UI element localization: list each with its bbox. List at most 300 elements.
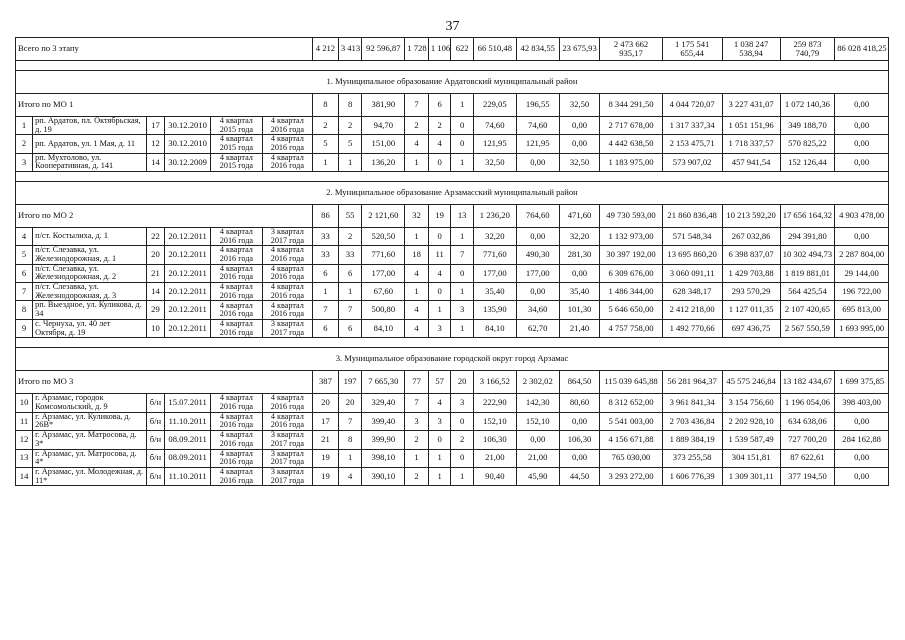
value-cell: 222,90	[473, 394, 516, 412]
value-cell: 6	[338, 319, 362, 337]
municipality-total-cell: 10 213 592,20	[722, 205, 780, 228]
value-cell: 7	[313, 301, 339, 319]
table-row	[16, 412, 889, 430]
value-cell: 628 348,17	[662, 283, 722, 301]
value-cell: 1	[338, 283, 362, 301]
municipality-total-cell: 229,05	[473, 94, 516, 117]
value-cell: 6	[313, 264, 339, 282]
value-cell: 32,20	[473, 228, 516, 246]
document-date: 20.12.2011	[165, 246, 211, 264]
value-cell: 32,50	[559, 153, 600, 171]
value-cell: 490,30	[516, 246, 559, 264]
planned-start: 4 квартал 2016 года	[211, 412, 262, 430]
planned-start: 4 квартал 2016 года	[211, 431, 262, 449]
house-address: п/ст. Слезавка, ул. Железнодорожная, д. 1	[33, 246, 147, 264]
municipality-total-label: Итого по МО 2	[16, 205, 313, 228]
value-cell: 1	[405, 449, 429, 467]
value-cell: 2 717 678,00	[600, 117, 662, 135]
value-cell: 1	[405, 153, 429, 171]
house-address: п/ст. Слезавка, ул. Железнодорожная, д. 3	[33, 283, 147, 301]
value-cell: 373 255,58	[662, 449, 722, 467]
value-cell: 21,00	[473, 449, 516, 467]
value-cell: 570 825,22	[780, 135, 835, 153]
value-cell: 121,95	[516, 135, 559, 153]
house-address: с. Чернуха, ул. 40 лет Октября, д. 19	[33, 319, 147, 337]
municipality-total-cell: 21 860 836,48	[662, 205, 722, 228]
value-cell: 6 309 676,00	[600, 264, 662, 282]
value-cell: 1 196 054,06	[780, 394, 835, 412]
municipality-total-cell: 7 665,30	[362, 371, 405, 394]
value-cell: 6	[338, 264, 362, 282]
value-cell: 2 703 436,84	[662, 412, 722, 430]
value-cell: 0,00	[835, 228, 889, 246]
municipality-total-cell: 864,50	[559, 371, 600, 394]
planned-end: 4 квартал 2016 года	[262, 412, 312, 430]
municipality-total-cell: 1 072 140,36	[780, 94, 835, 117]
value-cell: 0,00	[516, 431, 559, 449]
value-cell: 7	[405, 394, 429, 412]
value-cell: 18	[405, 246, 429, 264]
value-cell: 80,60	[559, 394, 600, 412]
value-cell: 1	[428, 467, 451, 485]
municipality-total-cell: 0,00	[835, 94, 889, 117]
value-cell: 2	[338, 228, 362, 246]
value-cell: 1 132 973,00	[600, 228, 662, 246]
value-cell: 349 188,70	[780, 117, 835, 135]
document-date: 30.12.2009	[165, 153, 211, 171]
value-cell: 2 153 475,71	[662, 135, 722, 153]
value-cell: 0	[451, 117, 474, 135]
house-address: г. Арзамас, ул. Куликова, д. 26В*	[33, 412, 147, 430]
value-cell: 4	[338, 467, 362, 485]
municipality-total-cell: 86	[313, 205, 339, 228]
value-cell: 44,50	[559, 467, 600, 485]
value-cell: 35,40	[559, 283, 600, 301]
value-cell: 771,60	[362, 246, 405, 264]
section-title: 3. Муниципальное образование городской округ город Арзамас	[16, 348, 889, 371]
value-cell: 20	[338, 394, 362, 412]
house-address: рп. Мухтолово, ул. Кооперативная, д. 141	[33, 153, 147, 171]
municipality-total-cell: 196,55	[516, 94, 559, 117]
planned-end: 4 квартал 2016 года	[262, 394, 312, 412]
municipality-total-cell: 197	[338, 371, 362, 394]
value-cell: 142,30	[516, 394, 559, 412]
document-date: 20.12.2011	[165, 228, 211, 246]
municipality-total-cell: 3 166,52	[473, 371, 516, 394]
value-cell: 32,20	[559, 228, 600, 246]
value-cell: 1	[451, 153, 474, 171]
value-cell: 1	[313, 283, 339, 301]
value-cell: 1	[428, 449, 451, 467]
value-cell: 398 403,00	[835, 394, 889, 412]
municipality-total-cell: 32	[405, 205, 429, 228]
value-cell: 1 539 587,49	[722, 431, 780, 449]
value-cell: 727 700,20	[780, 431, 835, 449]
document-number: б/н	[146, 412, 164, 430]
table-row	[16, 301, 889, 319]
municipality-total-cell: 2 121,60	[362, 205, 405, 228]
house-address: рп. Ардатов, пл. Октябрьская, д. 19	[33, 117, 147, 135]
value-cell: 5 541 003,00	[600, 412, 662, 430]
value-cell: 2	[405, 117, 429, 135]
value-cell: 21,40	[559, 319, 600, 337]
document-date: 20.12.2011	[165, 264, 211, 282]
planned-end: 4 квартал 2016 года	[262, 153, 312, 171]
value-cell: 151,00	[362, 135, 405, 153]
value-cell: 4 442 638,50	[600, 135, 662, 153]
table-row	[16, 246, 889, 264]
planned-end: 4 квартал 2016 года	[262, 283, 312, 301]
spacer-cell	[16, 61, 889, 71]
value-cell: 0,00	[559, 449, 600, 467]
value-cell: 87 622,61	[780, 449, 835, 467]
value-cell: 7	[338, 301, 362, 319]
value-cell: 4	[405, 135, 429, 153]
value-cell: 281,30	[559, 246, 600, 264]
value-cell: 0	[428, 153, 451, 171]
value-cell: 196 722,00	[835, 283, 889, 301]
value-cell: 21,00	[516, 449, 559, 467]
value-cell: 19	[313, 449, 339, 467]
municipality-total-cell: 764,60	[516, 205, 559, 228]
value-cell: 697 436,75	[722, 319, 780, 337]
value-cell: 1	[451, 319, 474, 337]
value-cell: 1	[405, 283, 429, 301]
value-cell: 30 397 192,00	[600, 246, 662, 264]
document-date: 15.07.2011	[165, 394, 211, 412]
value-cell: 1 492 770,66	[662, 319, 722, 337]
house-address: п/ст. Слезавка, ул. Железнодорожная, д. 2	[33, 264, 147, 282]
house-address: г. Арзамас, ул. Молодежная, д. 11*	[33, 467, 147, 485]
planned-end: 4 квартал 2016 года	[262, 117, 312, 135]
value-cell: 121,95	[473, 135, 516, 153]
municipality-total-row	[16, 94, 889, 117]
municipality-total-cell: 49 730 593,00	[600, 205, 662, 228]
stage-total-cell: 42 834,55	[516, 38, 559, 61]
page-number: 37	[445, 19, 460, 34]
row-number: 10	[16, 394, 33, 412]
value-cell: 1 183 975,00	[600, 153, 662, 171]
value-cell: 177,00	[473, 264, 516, 282]
planned-start: 4 квартал 2016 года	[211, 319, 262, 337]
planned-end: 3 квартал 2017 года	[262, 319, 312, 337]
municipality-total-cell: 6	[428, 94, 451, 117]
document-number: 29	[146, 301, 164, 319]
municipality-total-cell: 13 182 434,67	[780, 371, 835, 394]
value-cell: 3	[428, 319, 451, 337]
stage-total-cell: 23 675,93	[559, 38, 600, 61]
register-body	[16, 38, 889, 486]
document-date: 11.10.2011	[165, 412, 211, 430]
stage-total-cell: 4 212	[313, 38, 339, 61]
value-cell: 13 695 860,20	[662, 246, 722, 264]
value-cell: 3	[428, 412, 451, 430]
table-row	[16, 228, 889, 246]
document-date: 11.10.2011	[165, 467, 211, 485]
planned-start: 4 квартал 2016 года	[211, 228, 262, 246]
planned-start: 4 квартал 2016 года	[211, 467, 262, 485]
value-cell: 2	[338, 117, 362, 135]
municipality-total-cell: 32,50	[559, 94, 600, 117]
value-cell: 3 293 272,00	[600, 467, 662, 485]
stage-total-cell: 259 873 740,79	[780, 38, 835, 61]
value-cell: 1	[313, 153, 339, 171]
table-row	[16, 117, 889, 135]
document-date: 20.12.2011	[165, 301, 211, 319]
value-cell: 6 398 837,07	[722, 246, 780, 264]
value-cell: 0	[428, 228, 451, 246]
value-cell: 2	[405, 431, 429, 449]
planned-end: 3 квартал 2017 года	[262, 431, 312, 449]
planned-end: 4 квартал 2016 года	[262, 135, 312, 153]
value-cell: 8 312 652,00	[600, 394, 662, 412]
house-address: г. Арзамас, городок Комсомольский, д. 9	[33, 394, 147, 412]
value-cell: 152 126,44	[780, 153, 835, 171]
value-cell: 19	[313, 467, 339, 485]
value-cell: 84,10	[362, 319, 405, 337]
value-cell: 94,70	[362, 117, 405, 135]
value-cell: 4 757 758,00	[600, 319, 662, 337]
stage-total-cell: 86 028 418,25	[835, 38, 889, 61]
document-number: б/н	[146, 394, 164, 412]
value-cell: 294 391,80	[780, 228, 835, 246]
municipality-total-cell: 7	[405, 94, 429, 117]
stage-total-cell: 1 175 541 655,44	[662, 38, 722, 61]
value-cell: 5	[338, 135, 362, 153]
municipality-total-cell: 4 044 720,07	[662, 94, 722, 117]
value-cell: 1 051 151,96	[722, 117, 780, 135]
municipality-total-cell: 8	[313, 94, 339, 117]
value-cell: 11	[428, 246, 451, 264]
document-number: 17	[146, 117, 164, 135]
row-number: 4	[16, 228, 33, 246]
value-cell: 2	[451, 431, 474, 449]
value-cell: 67,60	[362, 283, 405, 301]
table-row	[16, 283, 889, 301]
house-address: г. Арзамас, ул. Матросова, д. 3*	[33, 431, 147, 449]
value-cell: 1	[338, 449, 362, 467]
value-cell: 573 907,02	[662, 153, 722, 171]
planned-start: 4 квартал 2015 года	[211, 153, 262, 171]
value-cell: 1	[405, 228, 429, 246]
value-cell: 457 941,54	[722, 153, 780, 171]
value-cell: 0	[451, 135, 474, 153]
table-row	[16, 467, 889, 485]
municipality-total-cell: 8 344 291,50	[600, 94, 662, 117]
row-number: 7	[16, 283, 33, 301]
municipality-total-cell: 1	[451, 94, 474, 117]
value-cell: 0,00	[516, 283, 559, 301]
municipality-total-cell: 2 302,02	[516, 371, 559, 394]
row-number: 11	[16, 412, 33, 430]
value-cell: 1 429 703,88	[722, 264, 780, 282]
row-number: 6	[16, 264, 33, 282]
value-cell: 45,90	[516, 467, 559, 485]
value-cell: 3	[451, 301, 474, 319]
value-cell: 1 718 337,57	[722, 135, 780, 153]
municipality-total-cell: 381,90	[362, 94, 405, 117]
document-number: б/н	[146, 449, 164, 467]
value-cell: 136,20	[362, 153, 405, 171]
document-number: 20	[146, 246, 164, 264]
municipality-total-cell: 8	[338, 94, 362, 117]
municipality-total-cell: 57	[428, 371, 451, 394]
value-cell: 5 646 650,00	[600, 301, 662, 319]
value-cell: 33	[313, 228, 339, 246]
house-address: п/ст. Костылиха, д. 1	[33, 228, 147, 246]
document-date: 30.12.2010	[165, 117, 211, 135]
value-cell: 0,00	[516, 153, 559, 171]
value-cell: 1	[451, 283, 474, 301]
value-cell: 571 548,34	[662, 228, 722, 246]
value-cell: 152,10	[473, 412, 516, 430]
planned-start: 4 квартал 2016 года	[211, 394, 262, 412]
table-row	[16, 394, 889, 412]
value-cell: 399,90	[362, 431, 405, 449]
value-cell: 8	[338, 431, 362, 449]
value-cell: 500,80	[362, 301, 405, 319]
section-header-row	[16, 348, 889, 371]
document-date: 08.09.2011	[165, 431, 211, 449]
value-cell: 62,70	[516, 319, 559, 337]
stage-total-cell: 1 728	[405, 38, 429, 61]
stage-total-label: Всего по 3 этапу	[16, 38, 313, 61]
section-header-row	[16, 71, 889, 94]
value-cell: 7	[451, 246, 474, 264]
row-number: 1	[16, 117, 33, 135]
value-cell: 135,90	[473, 301, 516, 319]
planned-start: 4 квартал 2015 года	[211, 117, 262, 135]
stage-total-cell: 2 473 662 935,17	[600, 38, 662, 61]
stage-total-cell: 1 106	[428, 38, 451, 61]
document-date: 20.12.2011	[165, 319, 211, 337]
section-spacer-row	[16, 338, 889, 348]
planned-end: 4 квартал 2016 года	[262, 301, 312, 319]
document-date: 08.09.2011	[165, 449, 211, 467]
value-cell: 35,40	[473, 283, 516, 301]
value-cell: 1	[428, 301, 451, 319]
value-cell: 520,50	[362, 228, 405, 246]
value-cell: 0,00	[835, 135, 889, 153]
table-row	[16, 264, 889, 282]
municipality-total-cell: 45 575 246,84	[722, 371, 780, 394]
value-cell: 177,00	[516, 264, 559, 282]
resettlement-register-table	[15, 37, 889, 486]
planned-end: 4 квартал 2016 года	[262, 264, 312, 282]
document-number: 12	[146, 135, 164, 153]
document-number: 14	[146, 283, 164, 301]
value-cell: 0	[451, 412, 474, 430]
section-title: 1. Муниципальное образование Ардатовский муниципальный район	[16, 71, 889, 94]
value-cell: 0,00	[835, 412, 889, 430]
section-header-row	[16, 182, 889, 205]
planned-end: 4 квартал 2016 года	[262, 246, 312, 264]
row-number: 13	[16, 449, 33, 467]
value-cell: 4 156 671,88	[600, 431, 662, 449]
stage-total-row	[16, 38, 889, 61]
value-cell: 329,40	[362, 394, 405, 412]
value-cell: 1	[338, 153, 362, 171]
value-cell: 34,60	[516, 301, 559, 319]
value-cell: 377 194,50	[780, 467, 835, 485]
spacer-cell	[16, 338, 889, 348]
value-cell: 1 606 776,39	[662, 467, 722, 485]
value-cell: 2	[313, 117, 339, 135]
document-date: 20.12.2011	[165, 283, 211, 301]
value-cell: 90,40	[473, 467, 516, 485]
value-cell: 634 638,06	[780, 412, 835, 430]
municipality-total-cell: 17 656 164,32	[780, 205, 835, 228]
municipality-total-cell: 56 281 964,37	[662, 371, 722, 394]
value-cell: 1 317 337,34	[662, 117, 722, 135]
value-cell: 2	[405, 467, 429, 485]
planned-start: 4 квартал 2016 года	[211, 264, 262, 282]
value-cell: 0,00	[559, 264, 600, 282]
value-cell: 4	[405, 264, 429, 282]
municipality-total-cell: 471,60	[559, 205, 600, 228]
planned-start: 4 квартал 2016 года	[211, 449, 262, 467]
value-cell: 177,00	[362, 264, 405, 282]
value-cell: 20	[313, 394, 339, 412]
table-row	[16, 135, 889, 153]
planned-start: 4 квартал 2016 года	[211, 301, 262, 319]
stage-total-cell: 92 596,87	[362, 38, 405, 61]
table-row	[16, 431, 889, 449]
value-cell: 32,50	[473, 153, 516, 171]
value-cell: 0	[451, 449, 474, 467]
value-cell: 3 154 756,60	[722, 394, 780, 412]
section-spacer-row	[16, 61, 889, 71]
value-cell: 152,10	[516, 412, 559, 430]
value-cell: 1 889 384,19	[662, 431, 722, 449]
value-cell: 10 302 494,73	[780, 246, 835, 264]
municipality-total-cell: 13	[451, 205, 474, 228]
value-cell: 4	[428, 264, 451, 282]
municipality-total-cell: 20	[451, 371, 474, 394]
document-number: б/н	[146, 467, 164, 485]
value-cell: 1	[451, 467, 474, 485]
value-cell: 0	[428, 431, 451, 449]
section-title: 2. Муниципальное образование Арзамасский муниципальный район	[16, 182, 889, 205]
document-date: 30.12.2010	[165, 135, 211, 153]
value-cell: 1 693 995,00	[835, 319, 889, 337]
value-cell: 4	[428, 135, 451, 153]
value-cell: 21	[313, 431, 339, 449]
planned-start: 4 квартал 2016 года	[211, 283, 262, 301]
value-cell: 4	[405, 301, 429, 319]
municipality-total-label: Итого по МО 3	[16, 371, 313, 394]
document-number: 14	[146, 153, 164, 171]
value-cell: 0,00	[835, 117, 889, 135]
municipality-total-row	[16, 205, 889, 228]
value-cell: 33	[338, 246, 362, 264]
value-cell: 2	[428, 117, 451, 135]
value-cell: 7	[338, 412, 362, 430]
planned-end: 3 квартал 2017 года	[262, 449, 312, 467]
value-cell: 398,10	[362, 449, 405, 467]
municipality-total-cell: 1 699 375,85	[835, 371, 889, 394]
row-number: 9	[16, 319, 33, 337]
value-cell: 2 107 420,65	[780, 301, 835, 319]
value-cell: 3 961 841,34	[662, 394, 722, 412]
value-cell: 2 287 804,00	[835, 246, 889, 264]
value-cell: 101,30	[559, 301, 600, 319]
table-row	[16, 153, 889, 171]
planned-end: 3 квартал 2017 года	[262, 228, 312, 246]
value-cell: 695 813,00	[835, 301, 889, 319]
row-number: 3	[16, 153, 33, 171]
section-spacer-row	[16, 172, 889, 182]
